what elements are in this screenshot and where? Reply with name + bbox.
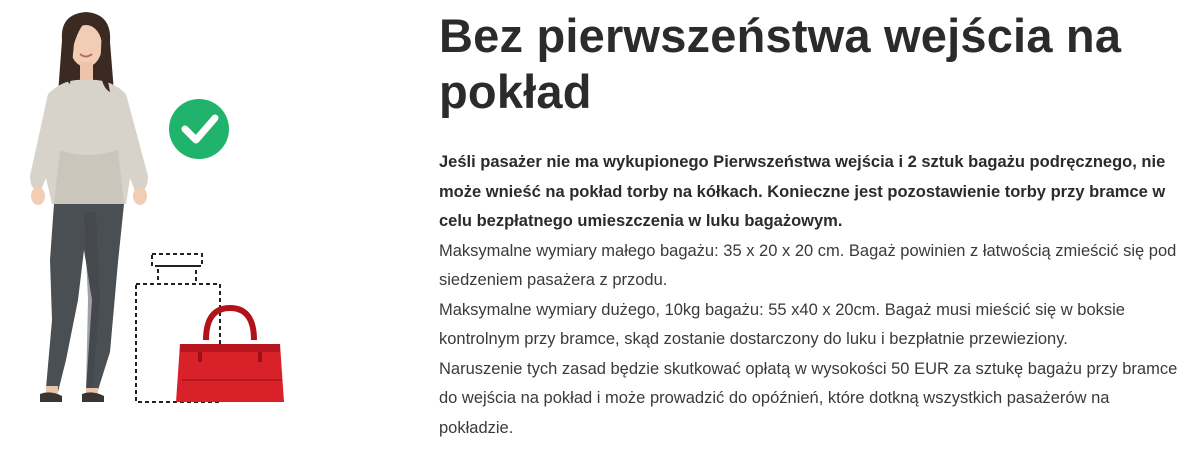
illustration [0,0,420,476]
large-bag-paragraph: Maksymalne wymiary dużego, 10kg bagażu: 55 x40 x 20cm. Bagaż musi mieścić się w boksie kontrolnym przy bramce, skąd zostanie dostarczony do luku i bezpłatnie przewieziony. [439,300,1125,348]
lead-paragraph: Jeśli pasażer nie ma wykupionego Pierwszeństwa wejścia i 2 sztuk bagażu podręcznego, nie może wnieść na pokład torby na kółkach. Konieczne jest pozostawienie torby przy bramce w celu bezpłatnego umieszczenia w luku bagażowym. [439,153,1166,230]
woman-passenger [30,12,148,402]
content-area [439,8,1179,443]
red-handbag [176,308,284,402]
check-icon [169,99,229,159]
penalty-paragraph: Naruszenie tych zasad będzie skutkować opłatą w wysokości 50 EUR za sztukę bagażu przy bramce do wejścia na pokład i może prowadzić do opóźnień, które dotkną wszystkich pasażerów na pokładzie. [439,359,1178,437]
body-text [439,148,1179,443]
page-title: Bez pierwszeństwa wejścia na pokład [439,9,1122,118]
illustration-svg [0,0,420,476]
small-bag-paragraph: Maksymalne wymiary małego bagażu: 35 x 20 x 20 cm. Bagaż powinien z łatwością zmieścić się pod siedzeniem pasażera z przodu. [439,241,1177,289]
